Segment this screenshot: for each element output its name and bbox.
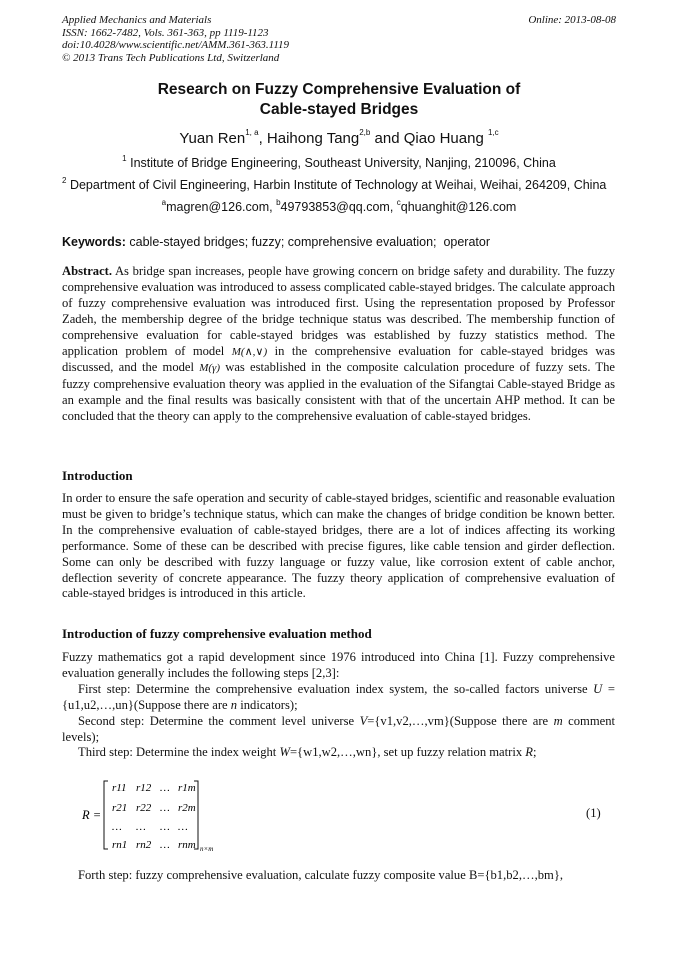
- email-sup: c: [396, 198, 401, 207]
- affiliation-1: [0, 156, 678, 170]
- matrix-cell: …: [112, 821, 122, 833]
- matrix-cell: r22: [136, 802, 152, 814]
- author-sup: 1,c: [487, 128, 499, 137]
- author-sep: and: [370, 130, 404, 147]
- matrix-cell: r2m: [178, 802, 196, 814]
- abstract-text: in the comprehensive evaluation for cable-stayed bridges was discussed, and the model: [62, 343, 615, 375]
- email-sup: b: [276, 198, 281, 207]
- authors: [0, 130, 678, 147]
- keywords: [62, 235, 622, 249]
- email: 49793853@qq.com,: [280, 200, 397, 214]
- emails: [0, 200, 678, 214]
- email: qhuanghit@126.com: [400, 200, 517, 214]
- model-formula: M(γ): [199, 362, 221, 375]
- step-3: Third step: Determine the index weight W={w1,w2,…,wn}, set up fuzzy relation matrix R;: [78, 745, 537, 760]
- method-intro: Fuzzy mathematics got a rapid development since 1976 introduced into China [1]. Fuzzy comprehensive evaluation generally includes the following steps [2,3]:: [62, 650, 615, 680]
- author-sup: 2,b: [359, 128, 371, 137]
- abstract: [62, 264, 615, 425]
- email-sup: a: [161, 198, 167, 207]
- author-sup: 1, a: [245, 128, 259, 137]
- author-sep: ,: [258, 130, 267, 147]
- matrix-cell: …: [160, 839, 170, 851]
- title-line-2: Cable-stayed Bridges: [259, 101, 419, 118]
- affiliation-text: Institute of Bridge Engineering, Southeast University, Nanjing, 210096, China: [130, 156, 556, 170]
- matrix-cell: rn2: [136, 839, 152, 851]
- matrix-subscript: n×m: [200, 845, 214, 852]
- matrix-cell: rnm: [178, 839, 196, 851]
- title-line-1: Research on Fuzzy Comprehensive Evaluation of: [157, 81, 521, 98]
- step-1: First step: Determine the comprehensive evaluation index system, the so-called factors universe U ={u1,u2,…,un}(Suppose there are n indicators);: [62, 681, 615, 712]
- journal-name: Applied Mechanics and Materials: [62, 14, 212, 26]
- email: magren@126.com,: [166, 200, 277, 214]
- step-2: Second step: Determine the comment level universe V={v1,v2,…,vm}(Suppose there are m comment levels);: [62, 713, 616, 744]
- paper-title: [0, 80, 678, 120]
- matrix-lhs: R =: [82, 808, 102, 822]
- affiliation-sup: 1: [122, 154, 127, 163]
- abstract-text: As bridge span increases, people have growing concern on bridge safety and durability. The fuzzy comprehensive evaluation was introduced to assess complicated cable-stayed bridges. The calculate approach of fuzzy comprehensive evaluation was introduced first. Using the representation proposed by Professor Zadeh, the membership degree of the bridge technique status was described. The membership function of comprehensive evaluation for cable-stayed bridges was established by fuzzy statistics method. The application problem of model: [62, 264, 615, 358]
- matrix-cell: …: [178, 821, 188, 833]
- step-4: Forth step: fuzzy comprehensive evaluation, calculate fuzzy composite value B={b1,b2,…,bm},: [78, 868, 564, 882]
- matrix-cell: r12: [136, 782, 152, 794]
- matrix-cell: …: [160, 821, 170, 833]
- section-heading: Introduction: [62, 468, 133, 483]
- matrix-cell: …: [136, 821, 146, 833]
- journal-header: [62, 14, 616, 64]
- matrix-cell: …: [160, 782, 170, 794]
- matrix-cell: …: [160, 802, 170, 814]
- matrix-cell: r21: [112, 802, 128, 814]
- abstract-text: was established in the composite calculation procedure of fuzzy sets. The fuzzy comprehensive evaluation theory was applied in the evaluation of the Sifangtai Cable-stayed Bridge as an example and the final results was basically consistent with that of the uncertain AHP method. It can be concluded that the theory can apply to the comprehensive evaluation of cable-stayed bridges.: [62, 360, 616, 424]
- matrix-cell: r1m: [178, 782, 196, 794]
- intro-paragraph: In order to ensure the safe operation and security of cable-stayed bridges, scientific and reasonable evaluation must be given to bridge’s technique status, which can make the changes of bridge condition be known better. In the comprehensive evaluation of cable-stayed bridges, there are a lot of indices affecting its working performance. Some of these can be described with precise figures, like cable tension and girder deflection. Some can only be described with fuzzy language or fuzzy value, like corrosion extent of cable anchor, deflection severity of concrete appearance. The fuzzy theory application of comprehensive evaluation of cable-stayed bridges is introduced in this article.: [62, 491, 615, 601]
- left-bracket: [104, 781, 108, 849]
- author-name: Haihong Tang: [266, 130, 360, 147]
- online-date: Online: 2013-08-08: [528, 14, 616, 26]
- affiliation-2: [62, 178, 622, 192]
- affiliation-sup: 2: [62, 176, 67, 185]
- method-section: [62, 650, 615, 761]
- copyright: © 2013 Trans Tech Publications Ltd, Switzerland: [62, 51, 280, 64]
- issn: ISSN: 1662-7482, Vols. 361-363, pp 1119-1123: [62, 26, 269, 39]
- model-formula: M(∧,∨): [231, 345, 268, 358]
- relation-matrix: [80, 778, 230, 852]
- author-name: Qiao Huang: [403, 130, 484, 147]
- abstract-label: Abstract.: [62, 264, 113, 278]
- doi: doi:10.4028/www.scientific.net/AMM.361-363.1119: [62, 39, 289, 51]
- keywords-text: cable-stayed bridges; fuzzy; comprehensive evaluation; operator: [129, 235, 491, 249]
- section-heading: Introduction of fuzzy comprehensive evaluation method: [62, 626, 372, 641]
- author-name: Yuan Ren: [179, 130, 246, 147]
- affiliation-text: Department of Civil Engineering, Harbin Institute of Technology at Weihai, Weihai, 264209, China: [69, 178, 607, 192]
- equation-number: (1): [586, 806, 601, 820]
- matrix-cell: rn1: [112, 839, 128, 851]
- matrix-cell: r11: [112, 782, 127, 794]
- keywords-label: Keywords:: [62, 235, 126, 249]
